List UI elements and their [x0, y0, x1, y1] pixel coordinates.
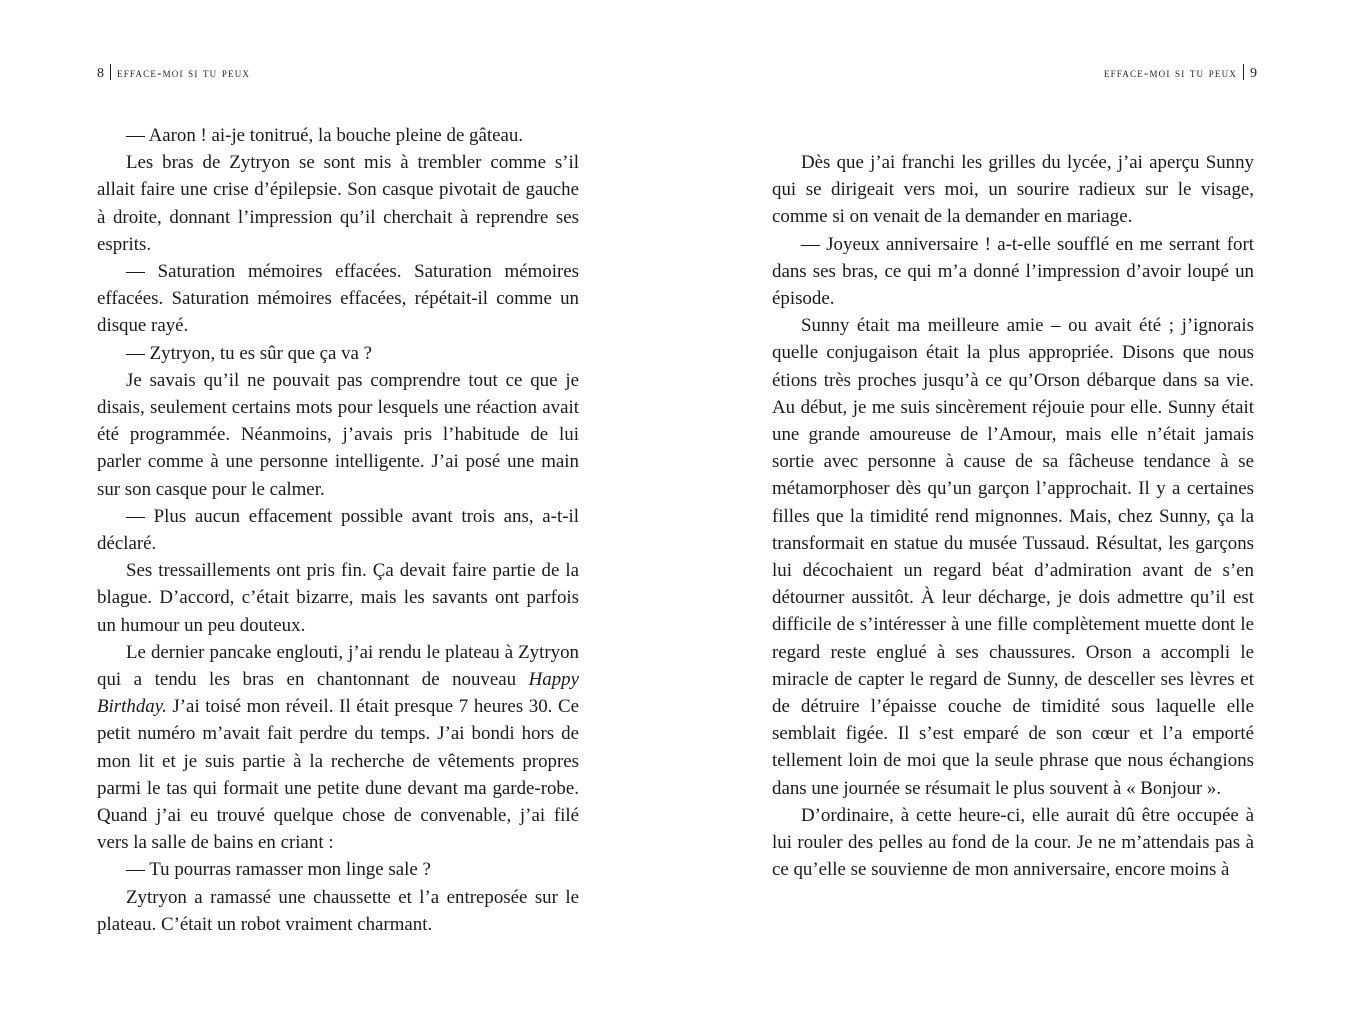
right-page-text [772, 149, 1254, 883]
running-head-left [97, 64, 250, 82]
paragraph: — Joyeux anniversaire ! a-t-elle soufflé en me serrant fort dans ses bras, ce qui m’a donné l’impression d’avoir loupé un épisode. [772, 233, 1254, 310]
paragraph-text: Le dernier pancake englouti, j’ai rendu le plateau à Zytryon qui a tendu les bras en chantonnant de nouveau [97, 641, 579, 691]
paragraph: — Zytryon, tu es sûr que ça va ? [126, 342, 373, 364]
paragraph: — Tu pourras ramasser mon linge sale ? [126, 859, 431, 881]
page-number-right: 9 [1250, 66, 1257, 81]
paragraph: — Saturation mémoires effacées. Saturation mémoires effacées. Saturation mémoires effacées, répétait-il comme un disque rayé. [97, 261, 579, 337]
paragraph: Sunny était ma meilleure amie – ou avait été ; j’ignorais quelle conjugaison était la plus appropriée. Disons que nous étions très proches jusqu’à ce qu’Orson débarque dans sa vie. Au début, je me suis sincèrement réjouie pour elle. Sunny était une grande amoureuse de l’Amour, mais elle n’était jamais sortie avec personne à cause de sa fâcheuse tendance à se métamorphoser dès qu’un garçon l’approchait. Il y a certaines filles que la timidité rend mignonnes. Mais, chez Sunny, ça la transformait en statue du musée Tussaud. Résultat, les garçons lui décochaient un regard béat d’admiration avant de s’en détourner aussitôt. À leur décharge, je dois admettre qu’il est difficile de s’intéresser à une fille complètement muette dont le regard reste englué à ses chaussures. Orson a accompli le miracle de capter le regard de Sunny, de desceller ses lèvres et de détruire l’épaisse couche de timidité sous laquelle elle semblait figée. Il s’est emparé de son cœur et l’a emporté tellement loin de moi que la seule phrase que nous échangions dans une journée se résumait le plus souvent à « Bonjour ». [772, 315, 1254, 799]
page-number-left: 8 [97, 66, 104, 81]
paragraph: Zytryon a ramassé une chaussette et l’a entreposée sur le plateau. C’était un robot vraiment charmant. [97, 886, 579, 935]
paragraph: Dès que j’ai franchi les grilles du lycée, j’ai aperçu Sunny qui se dirigeait vers moi, un sourire radieux sur le visage, comme si on venait de la demander en mariage. [772, 152, 1254, 228]
paragraph: Je savais qu’il ne pouvait pas comprendre tout ce que je disais, seulement certains mots pour lesquels une réaction avait été programmée. Néanmoins, j’avais pris l’habitude de lui parler comme à une personne intelligente. J’ai posé une main sur son casque pour le calmer. [97, 369, 579, 500]
header-separator [110, 64, 111, 80]
book-title-right: efface-moi si tu peux [1103, 65, 1237, 80]
book-title-left: efface-moi si tu peux [117, 65, 251, 80]
paragraph: Les bras de Zytryon se sont mis à trembler comme s’il allait faire une crise d’épilepsie. Son casque pivotait de gauche à droite, donnant l’impression qu’il cherchait à reprendre ses esprits. [97, 152, 579, 255]
left-page-text [97, 122, 579, 938]
paragraph-pancake [97, 639, 579, 857]
paragraph: — Plus aucun effacement possible avant trois ans, a-t-il déclaré. [97, 505, 579, 555]
running-head-right [1104, 64, 1257, 82]
paragraph: D’ordinaire, à cette heure-ci, elle aurait dû être occupée à lui rouler des pelles au fond de la cour. Je ne m’attendais pas à ce qu’elle se souvienne de mon anniversaire, encore moins à [772, 804, 1254, 881]
paragraph: Ses tressaillements ont pris fin. Ça devait faire partie de la blague. D’accord, c’était bizarre, mais les savants ont parfois un humour un peu douteux. [97, 560, 579, 636]
paragraph: — Aaron ! ai-je tonitrué, la bouche pleine de gâteau. [126, 125, 524, 146]
right-page [675, 0, 1350, 1012]
song-title: Happy Birthday. [97, 669, 579, 718]
header-separator [1243, 64, 1244, 80]
paragraph-text: J’ai toisé mon réveil. Il était presque 7 heures 30. Ce petit numéro m’avait fait perdre du temps. J’ai bondi hors de mon lit et je suis partie à la recherche de vêtements propres parmi le tas qui formait une petite dune devant ma garde-robe. Quand j’ai eu trouvé quelque chose de convenable, j’ai filé vers la salle de bains en criant : [97, 696, 579, 854]
